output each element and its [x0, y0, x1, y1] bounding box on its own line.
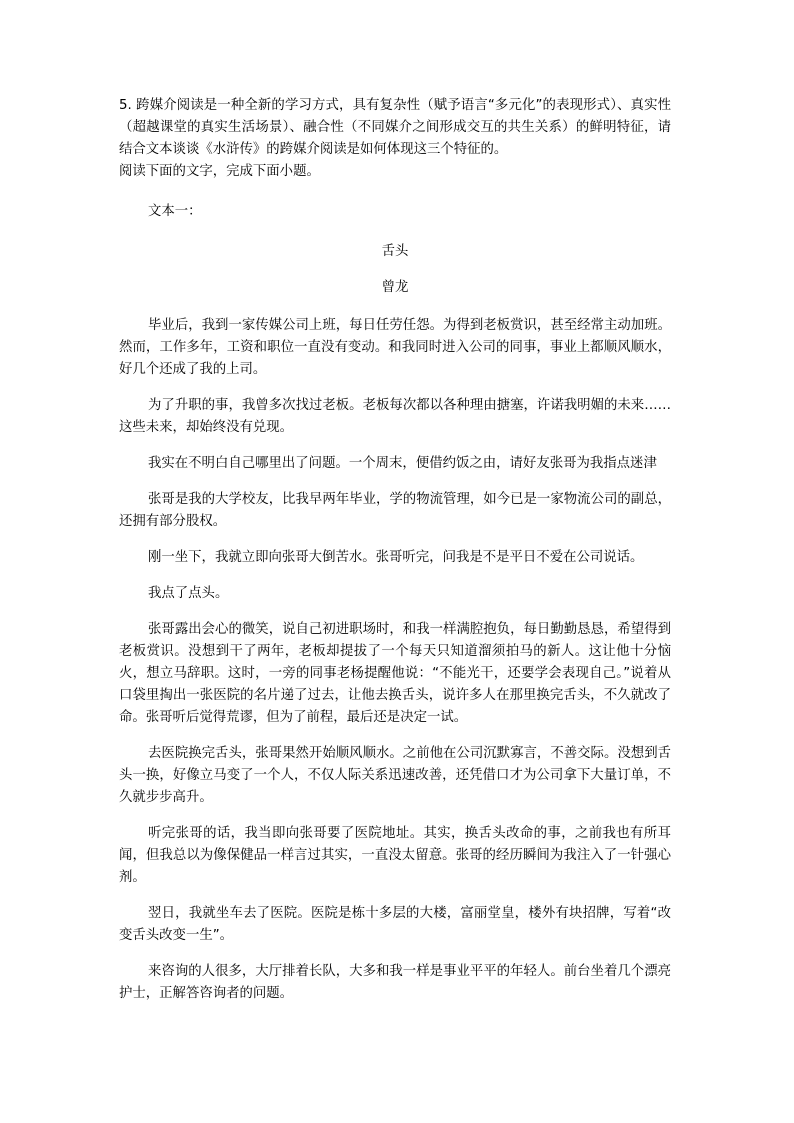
story-paragraph: 刚一坐下，我就立即向张哥大倒苦水。张哥听完，问我是不是平日不爱在公司说话。	[148, 550, 644, 565]
story-paragraph: 听完张哥的话，我当即向张哥要了医院地址。其实，换舌头改命的事，之前我也有所耳闻，但我总以为像保健品一样言过其实，一直没太留意。张哥的经历瞬间为我注入了一针强心剂。	[119, 826, 671, 885]
story-paragraph: 毕业后，我到一家传媒公司上班，每日任劳任怨。为得到老板赏识，甚至经常主动加班。然而，工作多年，工资和职位一直没有变动。和我同时进入公司的同事，事业上都顺风顺水，好几个还成了我的上司。	[119, 318, 671, 377]
story-paragraph: 张哥是我的大学校友，比我早两年毕业，学的物流管理，如今已是一家物流公司的副总，还拥有部分股权。	[119, 492, 671, 529]
story-title: 舌头	[381, 244, 409, 259]
story-author: 曾龙	[381, 280, 409, 295]
story-paragraph: 张哥露出会心的微笑，说自己初进职场时，和我一样满腔抱负，每日勤勤恳恳，希望得到老板赏识。没想到干了两年，老板却提拔了一个每天只知道溜须拍马的新人。这让他十分恼火，想立马辞职。这时，一旁的同事老杨提醒他说：“不能光干，还要学会表现自己。”说着从口袋里掏出一张医院的名片递了过去，让他去换舌头，说许多人在那里换完舌头，不久就改了命。张哥听后觉得荒谬，但为了前程，最后还是决定一试。	[119, 622, 671, 725]
text-label: 文本一：	[148, 204, 202, 219]
story-paragraph: 翌日，我就坐车去了医院。医院是栋十多层的大楼，富丽堂皇，楼外有块招牌，写着“改变舌头改变一生”。	[119, 906, 671, 943]
reading-instruction: 阅读下面的文字，完成下面小题。	[119, 164, 320, 179]
question-text: 5. 跨媒介阅读是一种全新的学习方式，具有复杂性（赋予语言“多元化”的表现形式）、真实性（超越课堂的真实生活场景）、融合性（不同媒介之间形成交互的共生关系）的鲜明特征，请结合文本谈谈《水浒传》的跨媒介阅读是如何体现这三个特征的。	[119, 98, 671, 157]
story-paragraph: 来咨询的人很多，大厅排着长队，大多和我一样是事业平平的年轻人。前台坐着几个漂亮护士，正解答咨询者的问题。	[119, 964, 671, 1001]
story-paragraph: 去医院换完舌头，张哥果然开始顺风顺水。之前他在公司沉默寡言，不善交际。没想到舌头一换，好像立马变了一个人，不仅人际关系迅速改善，还凭借口才为公司拿下大量订单，不久就步步高升。	[119, 746, 671, 805]
story-paragraph: 为了升职的事，我曾多次找过老板。老板每次都以各种理由搪塞，许诺我明媚的未来……这些未来，却始终没有兑现。	[119, 398, 671, 435]
story-paragraph: 我实在不明白自己哪里出了问题。一个周末，便借约饭之由，请好友张哥为我指点迷津	[148, 456, 657, 471]
story-paragraph: 我点了点头。	[148, 586, 229, 601]
document-body	[119, 95, 671, 1005]
